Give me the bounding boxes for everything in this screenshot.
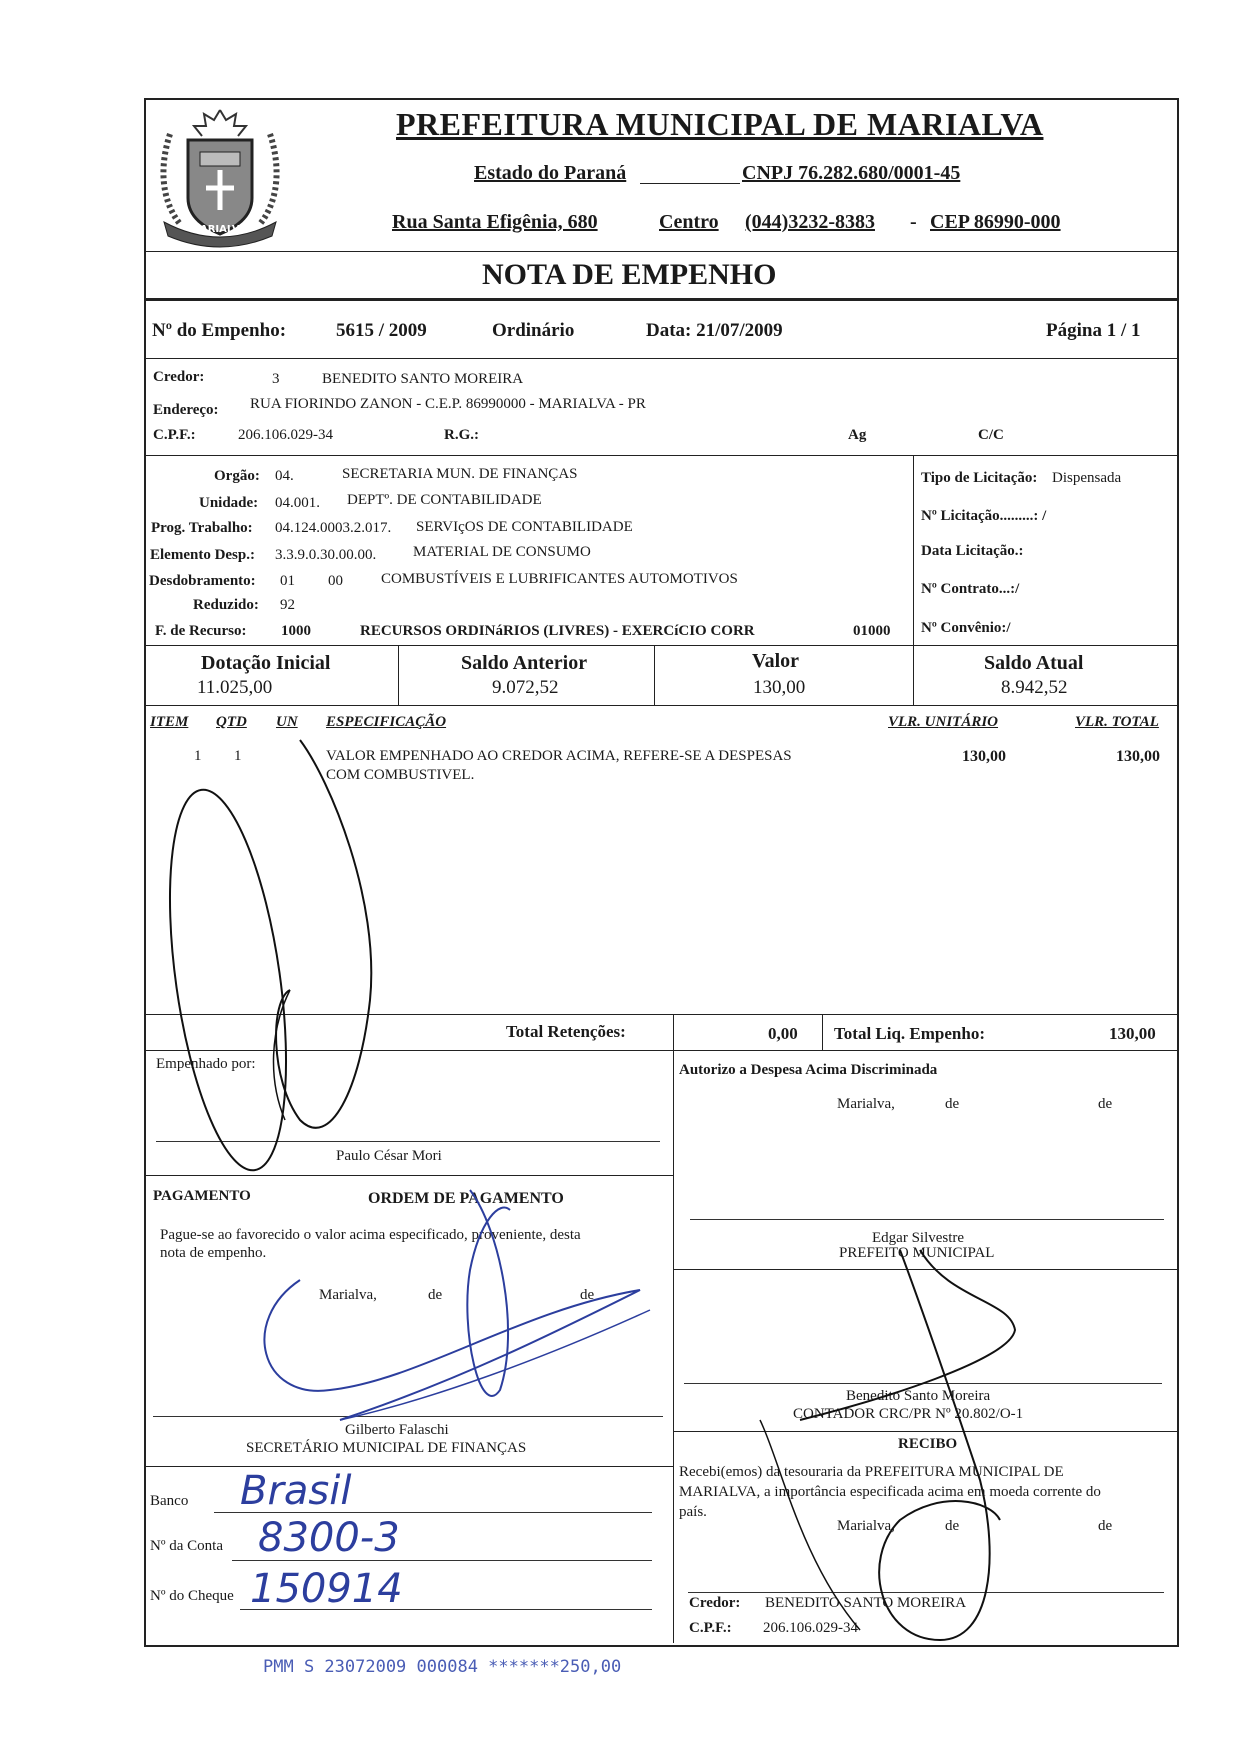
autorizo-de-2: de xyxy=(1098,1096,1113,1112)
item-description-line-2: COM COMBUSTIVEL. xyxy=(326,767,475,783)
divider xyxy=(144,705,1177,706)
col-item: ITEM xyxy=(150,714,189,730)
cep: CEP 86990-000 xyxy=(930,211,1061,233)
recibo-city: Marialva, xyxy=(837,1518,895,1534)
divider xyxy=(654,645,655,705)
recibo-label: RECIBO xyxy=(898,1436,958,1452)
separator: - xyxy=(910,211,917,233)
credor-label: Credor: xyxy=(153,369,205,385)
licitacao-numero: Nº Licitação.........: / xyxy=(921,508,1047,524)
prefeito-name: Edgar Silvestre xyxy=(872,1230,965,1246)
pagamento-de-2: de xyxy=(580,1287,595,1303)
divider xyxy=(144,1466,674,1467)
cheque-handwritten: 150914 xyxy=(250,1566,403,1612)
saldo-atual-value: 8.942,52 xyxy=(1001,677,1068,698)
divider xyxy=(144,1050,1177,1051)
desdob-label: Desdobramento: xyxy=(149,573,256,589)
col-un: UN xyxy=(276,714,298,730)
item-qtd: 1 xyxy=(234,748,242,764)
district: Centro xyxy=(659,211,719,233)
recibo-de-2: de xyxy=(1098,1518,1113,1534)
valor-label: Valor xyxy=(752,650,800,672)
retencoes-value: 0,00 xyxy=(768,1024,798,1043)
divider xyxy=(822,1014,823,1050)
prog-code: 04.124.0003.2.017. xyxy=(275,520,392,536)
empenhado-label: Empenhado por: xyxy=(156,1056,256,1072)
desdob-code-2: 00 xyxy=(328,573,343,589)
contador-role: CONTADOR CRC/PR Nº 20.802/O-1 xyxy=(793,1406,1024,1422)
licitacao-tipo-value: Dispensada xyxy=(1052,470,1122,486)
recibo-text-1: Recebi(emos) da tesouraria da PREFEITURA MUNICIPAL DE xyxy=(679,1464,1064,1480)
secretario-name: Gilberto Falaschi xyxy=(345,1422,449,1438)
divider xyxy=(144,1014,1177,1015)
credor-name: BENEDITO SANTO MOREIRA xyxy=(322,371,524,387)
liq-value: 130,00 xyxy=(1109,1024,1156,1043)
signature-line xyxy=(684,1383,1162,1384)
cpf-label: C.P.F.: xyxy=(153,427,196,443)
unidade-name: DEPTº. DE CONTABILIDADE xyxy=(347,492,542,508)
rg-label: R.G.: xyxy=(444,427,479,443)
saldo-atual-label: Saldo Atual xyxy=(984,652,1084,674)
divider xyxy=(144,251,1177,252)
saldo-anterior-value: 9.072,52 xyxy=(492,677,559,698)
prog-label: Prog. Trabalho: xyxy=(151,520,253,536)
conta-label: Nº da Conta xyxy=(150,1538,223,1554)
crest-logo xyxy=(150,104,290,254)
recurso-code-2: 01000 xyxy=(853,623,891,639)
recibo-de-1: de xyxy=(945,1518,960,1534)
prog-name: SERVIçOS DE CONTABILIDADE xyxy=(416,519,633,535)
pagamento-text-2: nota de empenho. xyxy=(160,1245,267,1261)
cpf-value: 206.106.029-34 xyxy=(238,427,333,443)
pagamento-label: PAGAMENTO xyxy=(153,1188,251,1204)
endereco-label: Endereço: xyxy=(153,402,219,418)
signature-line xyxy=(688,1592,1164,1593)
cheque-label: Nº do Cheque xyxy=(150,1588,234,1604)
licitacao-contrato: Nº Contrato...:/ xyxy=(921,581,1020,597)
divider xyxy=(144,1175,674,1176)
crest-banner-text: MARIALVA xyxy=(190,224,247,235)
col-especificacao: ESPECIFICAÇÃO xyxy=(326,714,447,730)
divider xyxy=(913,455,914,645)
empenho-date: Data: 21/07/2009 xyxy=(646,320,783,341)
elemento-code: 3.3.9.0.30.00.00. xyxy=(275,547,377,563)
orgao-code: 04. xyxy=(275,468,294,484)
elemento-name: MATERIAL DE CONSUMO xyxy=(413,544,591,560)
dotacao-label: Dotação Inicial xyxy=(201,652,331,674)
recurso-name: RECURSOS ORDINáRIOS (LIVRES) - EXERCíCIO CORR xyxy=(360,623,755,639)
elemento-label: Elemento Desp.: xyxy=(150,547,255,563)
contador-name: Benedito Santo Moreira xyxy=(846,1388,991,1404)
divider xyxy=(144,298,1177,301)
document-title: NOTA DE EMPENHO xyxy=(482,258,777,291)
recibo-text-2: MARIALVA, a importância especificada acima em moeda corrente do xyxy=(679,1484,1101,1500)
item-number: 1 xyxy=(194,748,202,764)
dotacao-value: 11.025,00 xyxy=(197,677,273,698)
empenho-number: 5615 / 2009 xyxy=(336,320,427,341)
divider xyxy=(913,645,914,705)
divider xyxy=(144,358,1177,359)
divider xyxy=(673,1431,1177,1432)
recibo-credor-label: Credor: xyxy=(689,1595,741,1611)
item-vlr-unitario: 130,00 xyxy=(962,748,1006,765)
item-vlr-total: 130,00 xyxy=(1116,748,1160,765)
recibo-credor-name: BENEDITO SANTO MOREIRA xyxy=(765,1595,967,1611)
signature-line xyxy=(690,1219,1164,1220)
retencoes-label: Total Retenções: xyxy=(506,1022,626,1041)
desdob-code-1: 01 xyxy=(280,573,295,589)
reduzido-value: 92 xyxy=(280,597,295,613)
licitacao-convenio: Nº Convênio:/ xyxy=(921,620,1011,636)
state-underline-gap xyxy=(640,183,740,184)
orgao-name: SECRETARIA MUN. DE FINANÇAS xyxy=(342,466,578,482)
pagamento-de-1: de xyxy=(428,1287,443,1303)
page-number: Página 1 / 1 xyxy=(1046,320,1141,341)
phone: (044)3232-8383 xyxy=(745,211,875,233)
divider xyxy=(673,1014,674,1050)
page-title: PREFEITURA MUNICIPAL DE MARIALVA xyxy=(396,106,1044,142)
autorizo-label: Autorizo a Despesa Acima Discriminada xyxy=(679,1062,938,1078)
divider xyxy=(144,455,1177,456)
empenhado-name: Paulo César Mori xyxy=(336,1148,442,1164)
conta-handwritten: 8300-3 xyxy=(258,1515,400,1561)
state-name: Estado do Paraná xyxy=(474,162,627,184)
empenho-label: Nº do Empenho: xyxy=(152,320,287,341)
recibo-text-3: país. xyxy=(679,1504,707,1520)
signature-line xyxy=(156,1141,660,1142)
banco-label: Banco xyxy=(150,1493,189,1509)
endereco-value: RUA FIORINDO ZANON - C.E.P. 86990000 - MARIALVA - PR xyxy=(250,396,646,412)
desdob-name: COMBUSTÍVEIS E LUBRIFICANTES AUTOMOTIVOS xyxy=(381,571,738,587)
autorizo-city: Marialva, xyxy=(837,1096,895,1112)
col-qtd: QTD xyxy=(216,714,247,730)
pagamento-city: Marialva, xyxy=(319,1287,377,1303)
col-vlr-total: VLR. TOTAL xyxy=(1075,714,1159,730)
credor-code: 3 xyxy=(272,371,280,387)
unidade-code: 04.001. xyxy=(275,495,320,511)
recibo-cpf-label: C.P.F.: xyxy=(689,1620,732,1636)
autorizo-de-1: de xyxy=(945,1096,960,1112)
divider xyxy=(673,1050,674,1643)
divider xyxy=(673,1269,1177,1270)
saldo-anterior-label: Saldo Anterior xyxy=(461,652,588,674)
cc-label: C/C xyxy=(978,427,1004,443)
liq-label: Total Liq. Empenho: xyxy=(834,1024,985,1043)
banco-handwritten: Brasil xyxy=(240,1468,352,1514)
signature-line xyxy=(153,1416,663,1417)
recibo-cpf-value: 206.106.029-34 xyxy=(763,1620,858,1636)
valor-value: 130,00 xyxy=(753,677,806,698)
ordem-pagamento-label: ORDEM DE PAGAMENTO xyxy=(368,1190,564,1207)
licitacao-tipo-label: Tipo de Licitação: xyxy=(921,470,1038,486)
unidade-label: Unidade: xyxy=(199,495,259,511)
empenho-type: Ordinário xyxy=(492,320,575,341)
divider xyxy=(144,645,1177,646)
recurso-code: 1000 xyxy=(281,623,311,639)
licitacao-data: Data Licitação.: xyxy=(921,543,1024,559)
prefeito-role: PREFEITO MUNICIPAL xyxy=(839,1245,995,1261)
secretario-role: SECRETÁRIO MUNICIPAL DE FINANÇAS xyxy=(246,1440,527,1456)
orgao-label: Orgão: xyxy=(214,468,260,484)
recurso-label: F. de Recurso: xyxy=(155,623,247,639)
col-vlr-unitario: VLR. UNITÁRIO xyxy=(888,714,999,730)
item-description-line-1: VALOR EMPENHADO AO CREDOR ACIMA, REFERE-SE A DESPESAS xyxy=(326,748,792,764)
reduzido-label: Reduzido: xyxy=(193,597,259,613)
cnpj: CNPJ 76.282.680/0001-45 xyxy=(742,162,961,184)
address: Rua Santa Efigênia, 680 xyxy=(392,211,598,233)
cheque-stamp: PMM S 23072009 000084 *******250,00 xyxy=(263,1657,622,1677)
ag-label: Ag xyxy=(848,427,867,443)
divider xyxy=(398,645,399,705)
pagamento-text-1: Pague-se ao favorecido o valor acima especificado, proveniente, desta xyxy=(160,1227,581,1243)
